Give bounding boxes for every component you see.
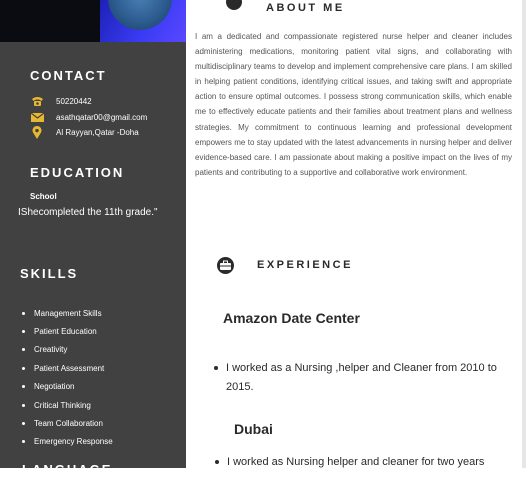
address-text: Al Rayyan,Qatar -Doha bbox=[56, 127, 139, 137]
contact-phone bbox=[30, 95, 92, 107]
contact-address bbox=[30, 126, 139, 138]
education-school: School bbox=[30, 192, 57, 201]
briefcase-icon bbox=[217, 257, 234, 274]
phone-number[interactable]: 50220442 bbox=[56, 96, 92, 106]
email-icon bbox=[30, 111, 44, 123]
language-heading: LANGUAGE bbox=[22, 462, 113, 477]
job-detail: I worked as Nursing helper and cleaner for two years bbox=[215, 453, 515, 472]
contact-heading: CONTACT bbox=[30, 68, 107, 83]
job-company: Amazon Date Center bbox=[223, 310, 360, 326]
skill-item: Critical Thinking bbox=[22, 396, 113, 414]
skills-list bbox=[22, 304, 113, 451]
education-heading: EDUCATION bbox=[30, 165, 125, 180]
location-pin-icon bbox=[30, 126, 44, 138]
email-address[interactable]: asathqatar00@gmail.com bbox=[56, 112, 148, 122]
contact-email bbox=[30, 111, 147, 123]
job-detail: I worked as a Nursing ,helper and Cleaner from 2010 to 2015. bbox=[214, 359, 510, 396]
job-company: Dubai bbox=[234, 421, 273, 437]
skills-heading: SKILLS bbox=[20, 266, 79, 281]
page-edge bbox=[522, 0, 526, 468]
skill-item: Negotiation bbox=[22, 378, 113, 396]
skill-item: Creativity bbox=[22, 341, 113, 359]
about-heading: ABOUT ME bbox=[266, 2, 345, 14]
about-text: I am a dedicated and compassionate registered nurse helper and cleaner includes administering medications, monitoring patient vital signs, and collaborating with multidisciplinary teams to develop and implement comprehensive care plans. I am skilled in helping patient conditions, identifying critical issues, and taking swift and appropriate action to ensure optimal outcomes. I possess strong communication skills, which enable me to effectively educate patients and their families about treatment plans and wellness strategies. My commitment to continuous learning and professional development empowers me to stay updated with the latest advancements in nursing helper and deliver evidence-based care. I am passionate about making a positive impact on the lives of my patients and contributing to a supportive and collaborative work environment. bbox=[195, 32, 512, 177]
skill-item: Patient Assessment bbox=[22, 359, 113, 377]
skill-item: Team Collaboration bbox=[22, 414, 113, 432]
skill-item: Patient Education bbox=[22, 322, 113, 340]
education-description: IShecompleted the 11th grade." bbox=[18, 207, 158, 218]
skill-item: Management Skills bbox=[22, 304, 113, 322]
sidebar bbox=[0, 0, 186, 477]
skill-item: Emergency Response bbox=[22, 433, 113, 451]
experience-heading: EXPERIENCE bbox=[257, 259, 353, 271]
profile-photo bbox=[0, 0, 186, 42]
about-icon bbox=[226, 0, 242, 10]
phone-icon bbox=[30, 95, 44, 107]
